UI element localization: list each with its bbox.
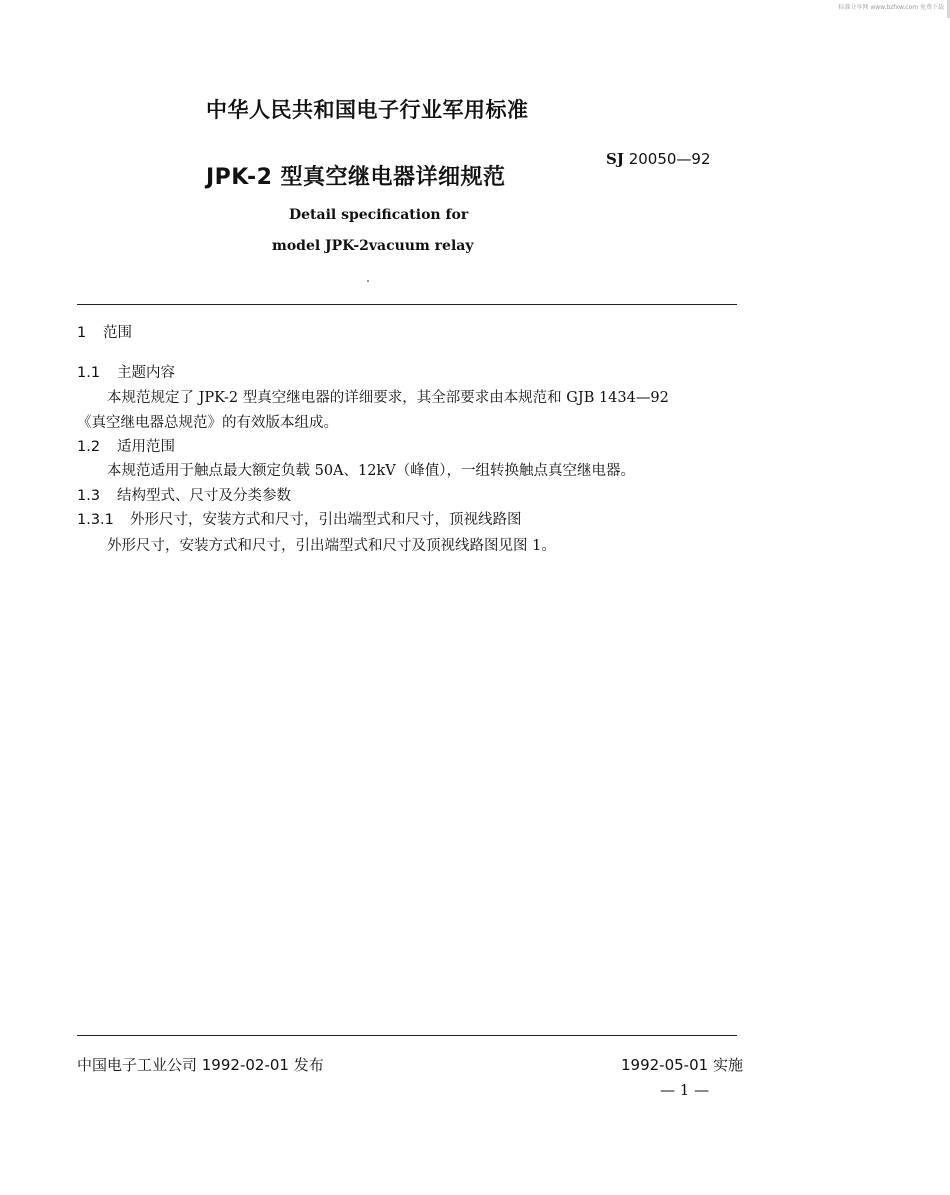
section-number: 1.2 — [77, 439, 101, 455]
effective-date: 1992-05-01 实施 — [621, 1056, 743, 1074]
english-title-line-2: model JPK-2vacuum relay — [272, 238, 474, 254]
section-title: 范围 — [103, 325, 132, 341]
section-1-3-1-heading — [77, 508, 522, 529]
section-title: 主题内容 — [117, 365, 175, 381]
section-1-3-heading — [77, 484, 291, 505]
document-title: JPK-2 型真空继电器详细规范 — [206, 165, 506, 190]
issue-date: 中国电子工业公司 1992-02-01 发布 — [77, 1056, 324, 1074]
section-1-2-heading — [77, 435, 175, 456]
section-1-3-1-text: 外形尺寸，安装方式和尺寸，引出端型式和尺寸及顶视线路图见图 1。 — [107, 538, 556, 554]
standard-category: 中华人民共和国电子行业军用标准 — [206, 98, 529, 122]
section-1-1-text-line-2: 《真空继电器总规范》的有效版本组成。 — [77, 415, 338, 431]
page-number: — 1 — — [660, 1081, 710, 1099]
standard-code-prefix: SJ — [606, 150, 624, 168]
standard-code — [606, 150, 711, 168]
header-divider — [77, 304, 737, 305]
section-title: 结构型式、尺寸及分类参数 — [117, 488, 291, 504]
section-title: 外形尺寸，安装方式和尺寸，引出端型式和尺寸，顶视线路图 — [130, 512, 522, 528]
section-1-heading — [77, 321, 132, 342]
footer-divider — [77, 1035, 737, 1036]
english-title-line-1: Detail specification for — [289, 207, 469, 223]
section-number: 1.3.1 — [77, 512, 114, 528]
standard-code-number: 20050—92 — [628, 150, 711, 168]
section-1-1-text-line-1: 本规范规定了 JPK-2 型真空继电器的详细要求，其全部要求由本规范和 GJB 1434—92 — [107, 390, 669, 406]
section-number: 1.3 — [77, 488, 101, 504]
watermark-text: 标准分享网 www.bzfxw.com 免费下载 — [838, 4, 944, 11]
section-number: 1.1 — [77, 365, 101, 381]
section-1-2-text: 本规范适用于触点最大额定负载 50A、12kV（峰值），一组转换触点真空继电器。 — [107, 463, 635, 479]
scan-speck — [367, 280, 369, 282]
section-title: 适用范围 — [117, 439, 175, 455]
section-1-1-heading — [77, 361, 175, 382]
section-number: 1 — [77, 325, 87, 341]
